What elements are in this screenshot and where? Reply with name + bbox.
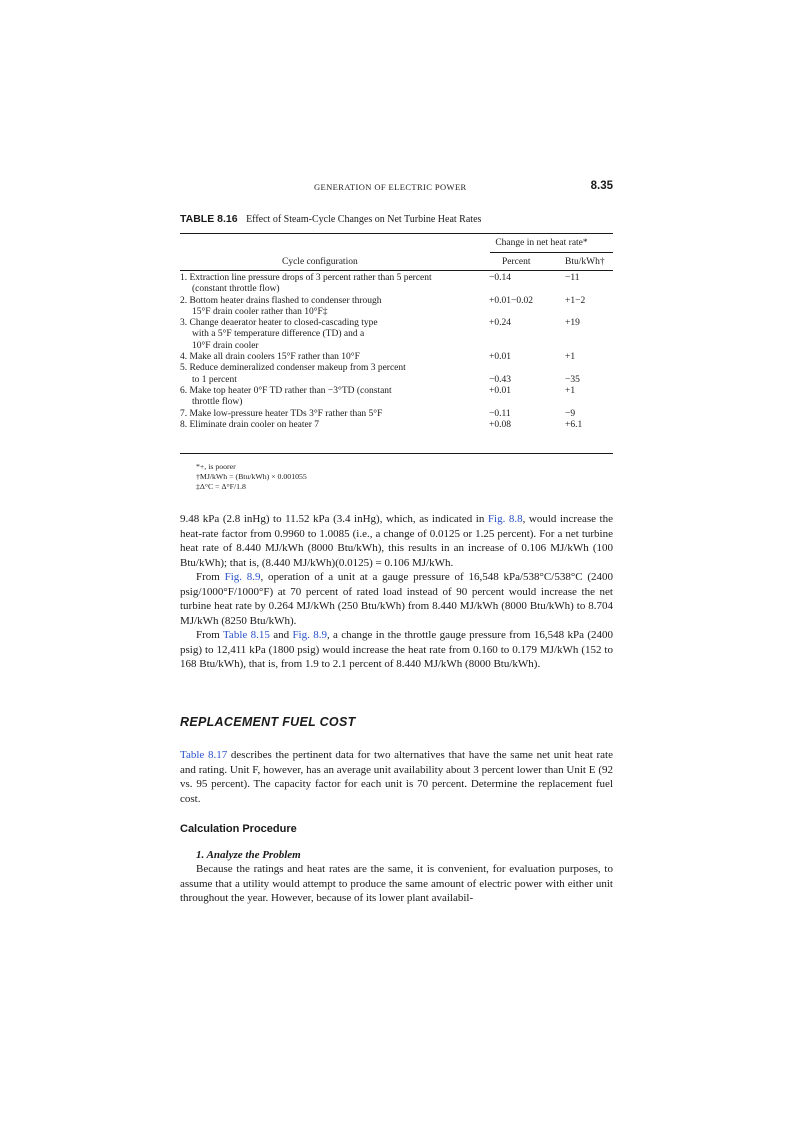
row-description: 3. Change deaerator heater to closed-cascading type with a 5°F temperature difference (TD) and a 10°F drain cooler bbox=[180, 318, 378, 351]
column-header-configuration: Cycle configuration bbox=[282, 257, 358, 267]
running-head: GENERATION OF ELECTRIC POWER bbox=[314, 182, 467, 192]
body-text-section bbox=[180, 748, 613, 806]
table-row bbox=[180, 318, 613, 352]
footnote: *+, is poorer bbox=[196, 462, 236, 471]
calculation-heading: Calculation Procedure bbox=[180, 823, 297, 835]
column-group-header: Change in net heat rate* bbox=[495, 238, 588, 248]
table-number: TABLE 8.16 bbox=[180, 213, 238, 225]
page-header bbox=[180, 181, 613, 197]
table-row bbox=[180, 296, 613, 319]
table-row bbox=[180, 386, 613, 409]
percent-cell: +0.01−0.02 bbox=[489, 295, 533, 306]
table-row bbox=[180, 409, 613, 420]
paragraph: 9.48 kPa (2.8 inHg) to 11.52 kPa (3.4 inHg), which, as indicated in Fig. 8.8, would increase the heat-rate factor from 0.9960 to 1.0085 (i.e., a change of 0.0125 or 1.25 percent). For a net turbine heat rate of 8.440 MJ/kWh (8000 Btu/kWh), this results in an increase of 0.106 MJ/kWh (100 Btu/kWh); that is, (8.440 MJ/kWh)(0.0125) = 0.106 MJ/kWh. bbox=[180, 513, 613, 569]
table-row bbox=[180, 420, 613, 431]
btu-cell: +1 bbox=[565, 385, 576, 396]
table-caption bbox=[180, 213, 481, 225]
btu-cell: −11 bbox=[565, 273, 580, 283]
table-bottom-rule bbox=[180, 453, 613, 454]
row-description: 5. Reduce demineralized condenser makeup from 3 percent to 1 percent bbox=[180, 363, 406, 385]
footnote: ‡Δ°C = Δ°F/1.8 bbox=[196, 482, 246, 492]
table-title: Effect of Steam-Cycle Changes on Net Turbine Heat Rates bbox=[246, 214, 482, 225]
percent-cell: −0.43 bbox=[489, 374, 511, 385]
section-heading: REPLACEMENT FUEL COST bbox=[180, 715, 356, 729]
table-header-rule bbox=[180, 270, 613, 271]
percent-cell: −0.14 bbox=[489, 273, 511, 283]
paragraph: From Table 8.15 and Fig. 8.9, a change in the throttle gauge pressure from 16,548 kPa (2400 psig) to 12,411 kPa (1800 psig) would increase the heat rate from 0.160 to 0.179 MJ/kWh (152 to 168 Btu/kWh), that is, from 1.9 to 2.1 percent of 8.440 MJ/kWh (8000 Btu/kWh). bbox=[180, 629, 613, 670]
row-description: 8. Eliminate drain cooler on heater 7 bbox=[180, 419, 320, 430]
table-link[interactable]: Table 8.17 bbox=[180, 749, 228, 761]
table-row bbox=[180, 363, 613, 386]
paragraph: Because the ratings and heat rates are the same, it is convenient, for evaluation purposes, to assume that a utility would attempt to produce the same amount of electric power with either unit throughout the year. However, because of its lower plant availabil- bbox=[180, 863, 613, 904]
row-description: 7. Make low-pressure heater TDs 3°F rather than 5°F bbox=[180, 408, 383, 419]
percent-cell: +0.01 bbox=[489, 352, 511, 363]
percent-cell: −0.11 bbox=[489, 408, 511, 419]
paragraph: From Fig. 8.9, operation of a unit at a gauge pressure of 16,548 kPa/538°C/538°C (2400 psig/1000°F/1000°F) at 70 percent of rated load instead of 90 percent would increase the net turbine heat rate by 0.264 MJ/kWh (250 Btu/kWh) from 8.440 MJ/kWh (8000 Btu/kWh) to 8.704 MJ/kWh (8250 Btu/kWh). bbox=[180, 571, 613, 627]
figure-link[interactable]: Fig. 8.8 bbox=[487, 513, 523, 525]
btu-cell: +1 bbox=[565, 352, 576, 363]
step-heading: 1. Analyze the Problem bbox=[196, 849, 301, 861]
table-row bbox=[180, 273, 613, 296]
page-number: 8.35 bbox=[590, 180, 613, 192]
btu-cell: −35 bbox=[565, 374, 580, 385]
figure-link[interactable]: Fig. 8.9 bbox=[224, 571, 261, 583]
figure-link[interactable]: Fig. 8.9 bbox=[292, 629, 327, 641]
table-footnotes bbox=[196, 462, 307, 493]
table-body bbox=[180, 273, 613, 431]
btu-cell: −9 bbox=[565, 408, 576, 419]
percent-cell: +0.01 bbox=[489, 385, 511, 396]
row-description: 2. Bottom heater drains flashed to condenser through 15°F drain cooler rather than 10°F‡ bbox=[180, 295, 382, 317]
btu-cell: +6.1 bbox=[565, 419, 583, 430]
btu-cell: +1−2 bbox=[565, 295, 586, 306]
btu-cell: +19 bbox=[565, 318, 580, 329]
table-link[interactable]: Table 8.15 bbox=[222, 629, 270, 641]
body-text-step bbox=[180, 862, 613, 906]
row-description: 6. Make top heater 0°F TD rather than −3°TD (constant throttle flow) bbox=[180, 385, 392, 408]
column-header-percent: Percent bbox=[502, 257, 531, 267]
column-group-rule bbox=[490, 252, 613, 253]
table-top-rule bbox=[180, 233, 613, 234]
body-text-upper bbox=[180, 512, 613, 672]
row-description: 1. Extraction line pressure drops of 3 percent rather than 5 percent (constant throttle flow) bbox=[180, 273, 432, 295]
column-header-btu: Btu/kWh† bbox=[565, 257, 605, 267]
paragraph: Table 8.17 describes the pertinent data for two alternatives that have the same net unit heat rate and rating. Unit F, however, has an average unit availability about 3 percent lower than Unit E (92 vs. 95 percent). The capacity factor for each unit is 70 percent. Determine the replacement fuel cost. bbox=[180, 749, 613, 805]
table-row bbox=[180, 352, 613, 363]
footnote: †MJ/kWh = (Btu/kWh) × 0.001055 bbox=[196, 472, 307, 482]
percent-cell: +0.24 bbox=[489, 318, 511, 329]
percent-cell: +0.08 bbox=[489, 419, 511, 430]
row-description: 4. Make all drain coolers 15°F rather than 10°F bbox=[180, 352, 360, 363]
